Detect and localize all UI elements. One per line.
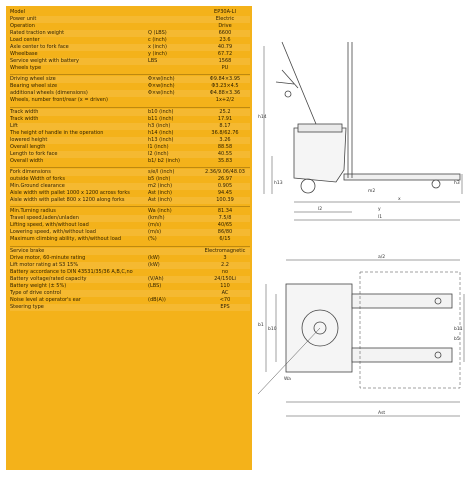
spec-value: 40/65 [217,222,233,229]
spec-row [10,90,250,97]
spec-value: PU [221,65,229,71]
spec-value: 110 [220,282,230,289]
spec-unit: (kW) [148,254,160,261]
dim-label-b5: b5 [454,337,460,342]
spec-unit: m2 (inch) [148,183,173,190]
dim-label-x: x [398,197,401,202]
spec-unit: b5 (inch) [148,176,171,183]
dim-label-h14: h14 [258,115,267,120]
spec-table [6,6,252,470]
spec-unit: y (inch) [148,51,167,57]
spec-value: 1568 [218,58,232,64]
spec-value: 81.34 [217,208,233,215]
dim-label-h13: h13 [274,181,283,186]
spec-label: Operation [10,23,35,29]
spec-value: Φ4.88×3.36 [209,90,241,97]
spec-value: Φ9.84×3.95 [209,76,241,83]
spec-label: Min.Turning radius [10,208,56,215]
spec-row [10,76,250,83]
spec-unit: x (inch) [148,44,167,50]
spec-unit: h3 (inch) [148,122,171,129]
spec-label: Wheelbase [10,51,38,57]
spec-row [10,16,250,23]
dim-label-b10: b10 [268,327,277,332]
spec-row [10,229,250,236]
spec-label: Rated traction weight [10,30,65,36]
spec-label: Fork dimensions [10,169,51,176]
spec-unit: Ast (inch) [148,190,172,197]
spec-label: Aisle width with pallet 800 x 1200 along forks [10,197,125,204]
spec-label: Maximum climbing ability, with/without load [10,236,121,243]
spec-row [10,248,250,255]
spec-unit: (dB(A)) [148,296,166,303]
spec-row [10,51,250,58]
spec-value: 23.6 [219,37,231,43]
spec-unit: s/e/l (inch) [148,169,175,176]
spec-value: 94.45 [217,190,233,197]
dim-label-h3: h3 [454,181,460,186]
spec-label: Wheels type [10,65,42,71]
spec-row [10,109,250,116]
spec-row [10,190,250,197]
spec-label: Length to fork face [10,150,58,157]
spec-value: 0.905 [217,183,233,190]
spec-unit: b10 (inch) [148,108,174,115]
spec-value: <70 [219,296,231,303]
spec-label: outside Width of forks [10,176,65,183]
spec-value: 2.36/9.06/48.03 [205,169,245,176]
spec-label: Lowering speed, with/without load [10,229,96,236]
spec-label: Battery weight (± 5%) [10,282,67,289]
spec-unit: (%) [148,236,157,243]
spec-row [10,9,250,16]
spec-label: Type of drive control [10,289,62,296]
spec-row [10,183,250,190]
spec-unit: l2 (inch) [148,150,169,157]
spec-row [10,97,250,104]
dim-label-l1: l1 [378,215,383,220]
spec-label: Lifting speed, with/without load [10,222,89,229]
spec-label: Load center [10,37,40,43]
spec-value: 86/80 [217,229,233,236]
section-divider [10,206,250,207]
spec-unit: Ast (inch) [148,197,172,204]
spec-label: Track width [10,108,39,115]
spec-unit: (V/Ah) [148,275,164,282]
spec-row [10,123,250,130]
spec-row [10,215,250,222]
spec-value: 40.79 [217,44,233,50]
spec-row [10,83,250,90]
dim-label-y: y [378,207,381,212]
spec-row [10,276,250,283]
spec-value: 7.5/8 [218,215,232,222]
spec-row [10,269,250,276]
spec-unit: (km/h) [148,215,165,222]
spec-label: Wheels, number front/rear (x = driven) [10,97,108,104]
spec-unit: (LBS) [148,282,162,289]
spec-row [10,137,250,144]
section-divider [10,246,250,247]
spec-row [10,37,250,44]
spec-label: Service brake [10,247,45,254]
spec-unit: LBS [148,58,158,64]
spec-value: 35.83 [217,157,233,164]
spec-row [10,283,250,290]
spec-label: Noise level at operator's ear [10,296,81,303]
spec-value: 26.97 [217,176,233,183]
dim-label-wa: Wa [284,377,291,382]
spec-label: Battery voltage/rated capacity [10,275,87,282]
spec-value: 6/15 [219,236,231,243]
spec-row [10,23,250,30]
spec-label: Lift [10,122,18,129]
spec-row [10,116,250,123]
spec-unit: Φ×w(inch) [148,76,175,83]
spec-value: 1x+2/2 [215,97,235,104]
spec-unit: Φ×w(inch) [148,90,175,97]
spec-row [10,30,250,37]
spec-value: 40.55 [217,150,233,157]
spec-row [10,290,250,297]
spec-label: Lift motor rating at S3 15% [10,261,79,268]
spec-unit: (kW) [148,261,160,268]
section-divider [10,74,250,75]
spec-value: 36.8/62.76 [211,129,239,136]
dim-label-m2: m2 [368,189,376,194]
spec-value: 24/150Li [214,275,236,282]
spec-value: 8.17 [219,122,231,129]
spec-unit: h13 (inch) [148,136,174,143]
spec-value: Electric [215,16,235,22]
section-divider [10,107,250,108]
spec-row [10,176,250,183]
spec-row [10,44,250,51]
spec-row [10,169,250,176]
spec-row [10,262,250,269]
spec-unit: (m/s) [148,229,162,236]
spec-label: additional wheels (dimensions) [10,90,88,97]
spec-row [10,236,250,243]
spec-value: 67.72 [217,51,233,57]
spec-row [10,197,250,204]
spec-value: Drive [218,23,232,29]
spec-label: lowered height [10,136,48,143]
spec-label: Service weight with battery [10,58,79,64]
spec-row [10,304,250,311]
spec-value: 88.58 [217,143,233,150]
spec-value: 3.26 [219,136,231,143]
spec-row [10,255,250,262]
spec-unit: b11 (inch) [148,115,174,122]
spec-unit: l1 (inch) [148,143,169,150]
spec-value: EP30A-LI [214,9,236,15]
spec-row [10,222,250,229]
side-view-drawing [258,6,470,226]
spec-value: AC [221,289,229,296]
spec-label: Track width [10,115,39,122]
spec-label: Overall width [10,157,44,164]
spec-value: 3 [223,254,227,261]
dim-label-a2: a/2 [378,255,386,260]
spec-label: Model [10,9,26,15]
spec-row [10,65,250,72]
spec-row [10,158,250,165]
spec-row [10,144,250,151]
spec-row [10,297,250,304]
top-view-drawing [258,230,470,474]
spec-label: Overall length [10,143,46,150]
spec-value: 6600 [218,30,232,36]
spec-value: Φ3.23×4.5 [211,83,239,90]
dim-label-ast: Ast [378,411,386,416]
spec-unit: c (inch) [148,37,167,43]
spec-unit: (m/s) [148,222,162,229]
spec-row [10,58,250,65]
spec-label: Aisle width with pallet 1000 x 1200 across forks [10,190,130,197]
spec-label: Driving wheel size [10,76,56,83]
spec-label: Power unit [10,16,37,22]
dim-label-l2: l2 [318,207,323,212]
spec-value: Electromagnetic [204,247,246,254]
spec-unit: Φ×w(inch) [148,83,175,90]
spec-row [10,208,250,215]
spec-label: Axle center to fork face [10,44,69,50]
spec-label: Travel speed,laden/unladen [10,215,79,222]
spec-unit: b1/ b2 (inch) [148,157,180,164]
technical-drawings [258,6,470,470]
spec-value: EPS [220,303,230,310]
dim-label-b1: b1 [258,323,264,328]
section-divider [10,167,250,168]
dim-label-b11: b11 [454,327,463,332]
spec-row [10,151,250,158]
spec-row [10,130,250,137]
spec-value: 17.91 [217,115,233,122]
spec-label: The height of handle in the operation [10,129,104,136]
spec-label: Bearing wheel size [10,83,58,90]
spec-label: Battery accordance to DIN 43531/35/36 A,B,C,no [10,268,133,275]
spec-unit: Q (LBS) [148,30,167,36]
spec-unit: Wa (inch) [148,208,172,215]
spec-label: Min.Ground clearance [10,183,65,190]
spec-value: 2.2 [221,261,229,268]
spec-label: Drive motor, 60-minute rating [10,254,86,261]
spec-label: Steering type [10,303,44,310]
spec-value: 100.39 [216,197,234,204]
spec-value: no [221,268,229,275]
spec-unit: h14 (inch) [148,129,174,136]
spec-value: 25.2 [219,108,231,115]
